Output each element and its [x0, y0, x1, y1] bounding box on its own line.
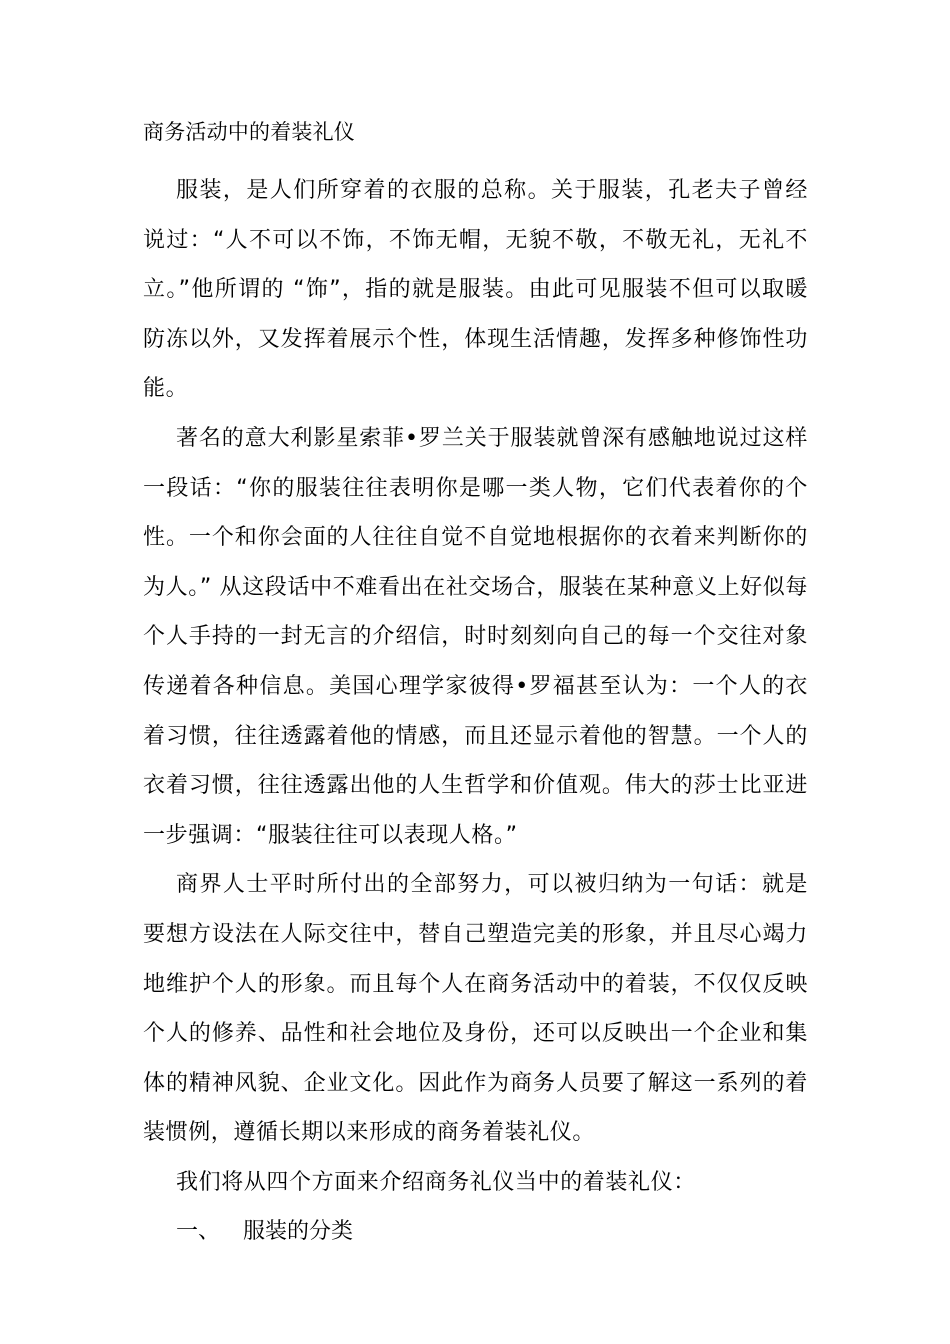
paragraph-four-aspects: 我们将从四个方面来介绍商务礼仪当中的着装礼仪：: [176, 1169, 696, 1195]
paragraph-clothing-definition: 服装，是人们所穿着的衣服的总称。关于服装，孔老夫子曾经说过：“人不可以不饰，不饰无帽，无貌不敬，不敬无礼，无礼不立。”他所谓的 “饰”，指的就是服装。由此可见服装不但可以取暖防冻以外，又发挥着展示个性，体现生活情趣，发挥多种修饰性功能。: [143, 178, 808, 402]
document-page: [143, 117, 808, 1257]
paragraph-sophia-loren-quote: 著名的意大利影星索菲•罗兰关于服装就曾深有感触地说过这样一段话：“你的服装往往表明你是哪一类人物，它们代表着你的个性。一个和你会面的人往往自觉不自觉地根据你的衣着来判断你的为人。” 从这段话中不难看出在社交场合，服装在某种意义上好似每个人手持的一封无言的介绍信，时时刻刻向自己的每一个交往对象传递着各种信息。美国心理学家彼得•罗福甚至认为：一个人的衣着习惯，往往透露着他的情感，而且还显示着他的智慧。一个人的衣着习惯，往往透露出他的人生哲学和价值观。伟大的莎士比亚进一步强调：“服装往往可以表现人格。”: [143, 425, 808, 848]
paragraph-business-image: 商界人士平时所付出的全部努力，可以被归纳为一句话：就是要想方设法在人际交往中，替自己塑造完美的形象，并且尽心竭力地维护个人的形象。而且每个人在商务活动中的着装，不仅仅反映个人的修养、品性和社会地位及身份，还可以反映出一个企业和集体的精神风貌、企业文化。因此作为商务人员要了解这一系列的着装惯例，遵循长期以来形成的商务着装礼仪。: [143, 872, 808, 1146]
section-heading: [143, 1207, 808, 1257]
section-heading-number: 一、: [176, 1219, 221, 1245]
section-heading-text: 服装的分类: [243, 1219, 354, 1245]
document-title: 商务活动中的着装礼仪: [143, 120, 355, 144]
